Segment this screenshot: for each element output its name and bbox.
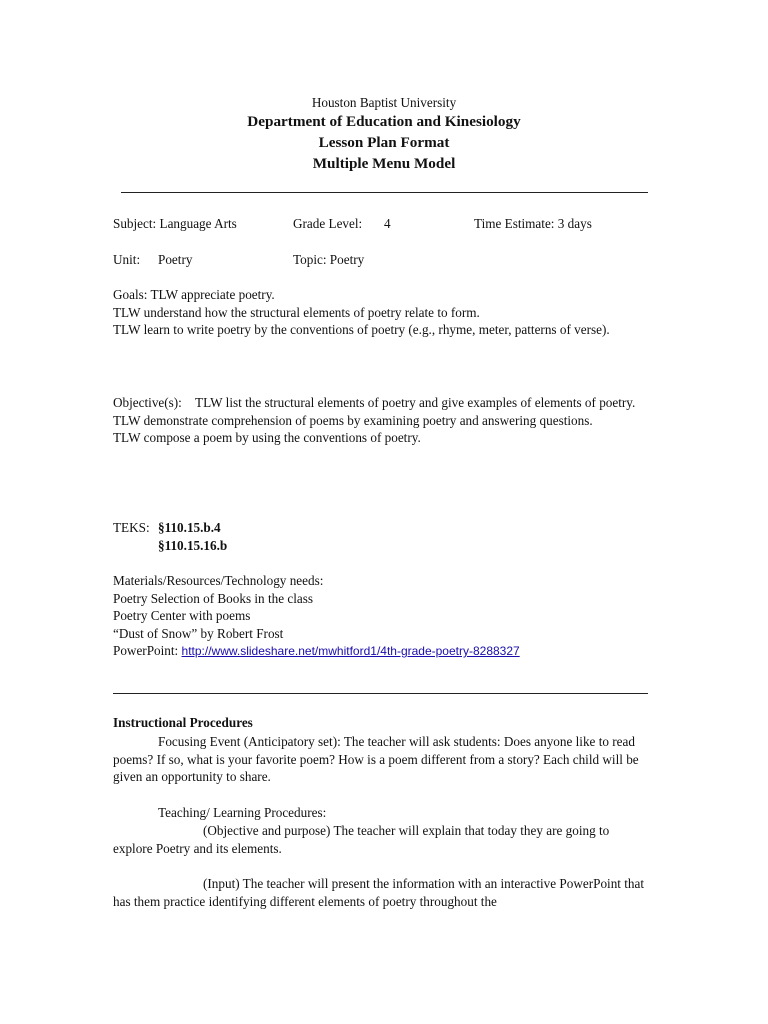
materials-section xyxy=(113,572,648,661)
teks-label: TEKS: xyxy=(113,520,150,535)
subject: Subject: Language Arts xyxy=(113,216,237,231)
unit-value: Poetry xyxy=(158,252,193,267)
objective-first xyxy=(113,394,648,412)
objective-line: TLW demonstrate comprehension of poems by examining poetry and answering questions. xyxy=(113,412,593,428)
material-item: Poetry Center with poems xyxy=(113,608,251,623)
goal-line: TLW understand how the structural elements of poetry relate to form. xyxy=(113,304,480,320)
material-item: Poetry Selection of Books in the class xyxy=(113,590,313,606)
objective-purpose-text: (Objective and purpose) The teacher will explain that today they are going to explore Poetry and its elements. xyxy=(113,823,610,856)
grade-level-label: Grade Level: xyxy=(293,216,363,231)
powerpoint-link[interactable]: http://www.slideshare.net/mwhitford1/4th-grade-poetry-8288327 xyxy=(181,644,520,658)
objectives-section xyxy=(113,394,648,447)
materials-heading: Materials/Resources/Technology needs: xyxy=(113,573,324,588)
goal-line: TLW learn to write poetry by the conventions of poetry (e.g., rhyme, meter, patterns of verse). xyxy=(113,322,610,337)
time-estimate: Time Estimate: 3 days xyxy=(474,216,592,231)
teaching-procedures-heading: Teaching/ Learning Procedures: xyxy=(158,805,327,820)
section-divider xyxy=(113,693,648,694)
topic: Topic: Poetry xyxy=(293,252,365,267)
university-name: Houston Baptist University xyxy=(311,95,457,110)
department-title: Department of Education and Kinesiology xyxy=(247,113,521,130)
powerpoint-label: PowerPoint: xyxy=(113,643,179,658)
objective-text: TLW list the structural elements of poetry and give examples of elements of poetry. xyxy=(195,395,636,410)
powerpoint-row xyxy=(113,642,648,661)
grade-level-value: 4 xyxy=(384,216,391,231)
teks-code: §110.15.b.4 xyxy=(158,520,221,535)
input-text: (Input) The teacher will present the information with an interactive PowerPoint that has them practice identifying different elements of poetry throughout the xyxy=(113,876,645,909)
material-item: “Dust of Snow” by Robert Frost xyxy=(113,625,284,641)
header-divider xyxy=(121,192,648,193)
procedures-heading: Instructional Procedures xyxy=(113,715,253,730)
focusing-event: Focusing Event (Anticipatory set): The teacher will ask students: Does anyone like to read poems? If so, what is your favorite poem? How is a poem different from a story? Each child will be given an opportunity to share. xyxy=(113,734,639,784)
teks-code: §110.15.16.b xyxy=(158,538,228,553)
model-title: Multiple Menu Model xyxy=(312,155,456,172)
lesson-plan-format-title: Lesson Plan Format xyxy=(318,134,450,151)
objectives-label: Objective(s): xyxy=(113,395,182,410)
unit-label: Unit: xyxy=(113,252,141,267)
objective-line: TLW compose a poem by using the conventions of poetry. xyxy=(113,430,421,445)
goal-line: Goals: TLW appreciate poetry. xyxy=(113,287,275,302)
goals-section xyxy=(113,286,648,339)
